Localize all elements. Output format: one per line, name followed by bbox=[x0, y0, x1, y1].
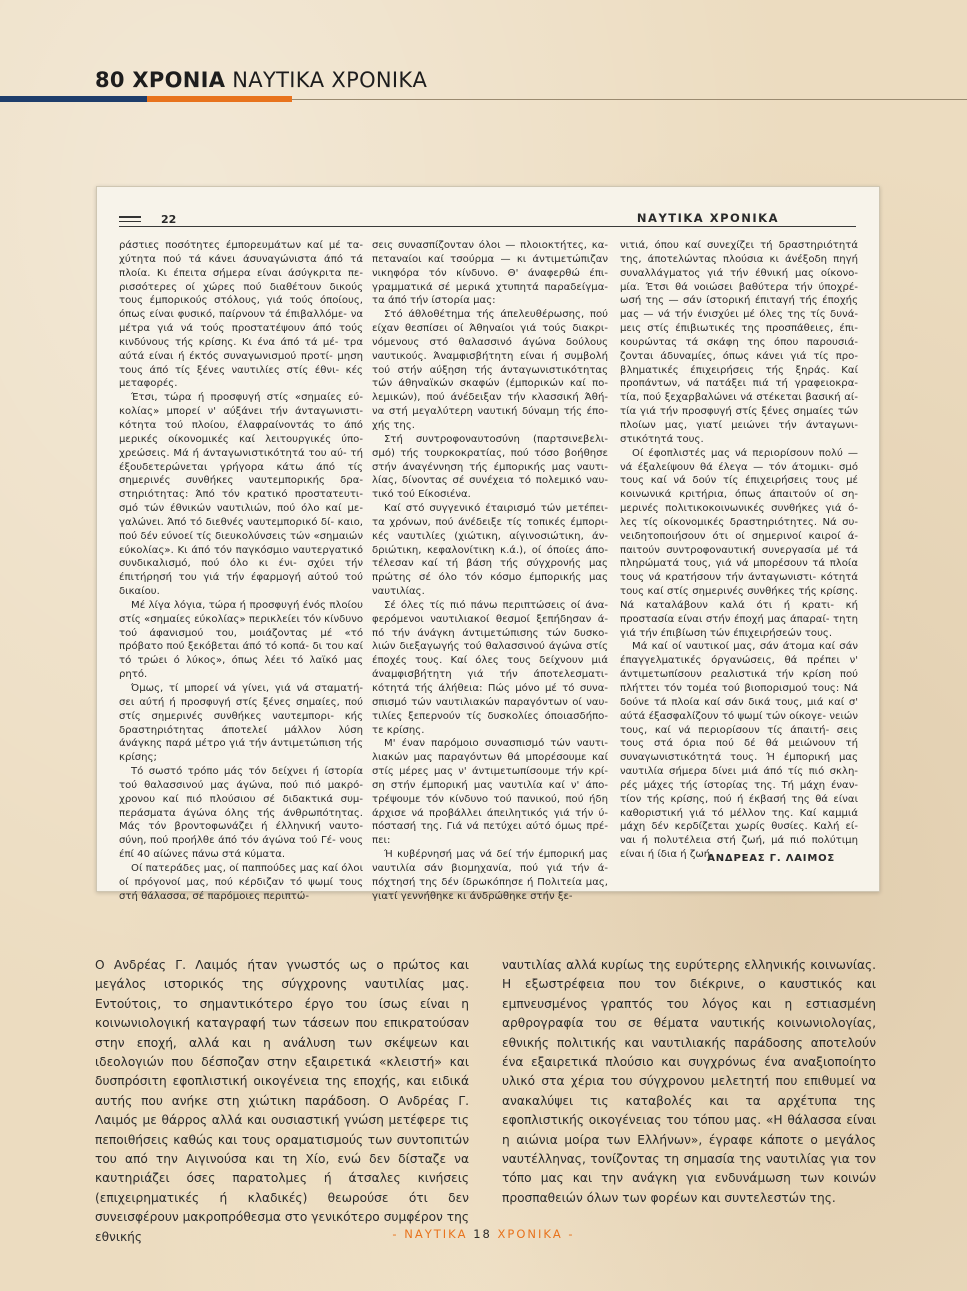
clipping-paragraph: Έτσι, τώρα ή προσφυγή στίς «σημαίες εύ- κολίας» μπορεί ν' αύξάνει τήν άνταγωνιστι- κότητα τού πλοίου, έλαφραίνοντάς το άπό μερικές οίκονομικές καί λειτουργικές ύπο- χρεώσεις. Μά ή άνταγωνιστικότητά του αύ- τή έξουδετερώνεται γρήγορα κάτω άπό τίς σημερινές συνθήκες ναυτεμπορικής δρα- στηριότητας: Άπό τόν κρατικό προστατευτι- σμό τών έθνικών ναυτιλιών, πού όλο καί με- γαλώνει. Άπό τό διεθνές ναυτεμπορικό δί- καιο, πού δέν εύνοεί τίς διευκολύνσεις τών «σημαιών εύκολίας». Κι άπό τόν παγκόσμιο ναυτεργατικό συνδικαλισμό, πού όλο κι ένι- σχύει τήν έπιτήρησή του γιά τήν έφαρμογή αύτού τού δικαίου. bbox=[119, 392, 363, 598]
archive-clipping bbox=[96, 186, 880, 902]
clipping-column-3 bbox=[620, 239, 858, 862]
clipping-paragraph: Στό άθλοθέτημα τής άπελευθέρωσης, πού είχαν θεσπίσει οί Άθηναίοι γιά τούς διακρι- νόμενους στό θαλασσινό άγώνα δούλους ναυτικούς. Άναμφισβήτητη είναι ή συμβολή τού στήν αύξηση τής άνταγωνιστικότητας τών άθηναϊκών σκαφών (έμπορικών καί πο- λεμικών), πού άνέδειξαν τήν κλασσική Άθή- να στή μεγαλύτερη ναυτική δύναμη τής έπο- χής της. bbox=[372, 309, 608, 431]
clipping-paragraph: Σέ όλες τίς πιό πάνω περιπτώσεις οί άνα- φερόμενοι ναυτιλιακοί θεσμοί ξεπήδησαν ά- πό τήν άνάγκη άντιμετώπισης τών δυσκο- λιών διεξαγωγής τού θαλασσινού άγώνα στίς έποχές τους. Καί όλες τους δείχνουν μιά άναμφισβήτητη γιά τήν άποτελεσματι- κότητά τής άλήθεια: Πώς μόνο μέ τό συνα- σπισμό τών ναυτιλιακών παραγόντων οί ναυ- τιλίες ξεπερνούν τίς δυσκολίες όποιασδήπο- τε κρίσης. bbox=[372, 599, 608, 736]
page-footer bbox=[0, 1227, 967, 1241]
clipping-paragraph: Στή συντροφοναυτοσύνη (παρτσινεβελι- σμό) τής τουρκοκρατίας, πού τόσο βοήθησε στήν άναγέννηση τής έμπορικής μας ναυτι- λίας, δίνοντας σέ συνέχεια τό πολεμικό ναυ- τικό τού Είκοσιένα. bbox=[372, 433, 608, 501]
header-anniversary: 80 ΧΡΟΝΙΑ bbox=[95, 68, 226, 92]
clipping-title: ΝΑΥΤΙΚΑ ΧΡΟΝΙΚΑ bbox=[636, 211, 779, 225]
article-column-2: ναυτιλίας αλλά κυρίως της ευρύτερης ελληνικής κοινωνίας. Η εξωστρέφεια που τον διέκρινε, ο καυστικός και εμπνευσμένος γραπτός του λόγος και η εστιασμένη αρθρογραφία του σε θέματα ναυτικής κοινωνιολογίας, εθνικής πολιτικής και ναυτιλιακής παράδοσης αποτελούν ένα εξαιρετικά πλούσιο και συγχρόνως ένα αναξιοποίητο υλικό στα χέρια του σύγχρονου μελετητή που επιθυμεί να ανακαλύψει τις καταβολές και τα αρχέτυπα της εφοπλιστικής οικογένειας του τόπου μας. «Η θάλασσα είναι η αιώνια μοίρα των Ελλήνων», έγραφε κάποτε ο μεγάλος ναυτέλληνας, τονίζοντας τη σημασία της ναυτιλίας για τον τόπο μας και την ανάγκη για ενδυνάμωση των κοινών προσπαθειών όλων των φορέων και συντελεστών της. bbox=[502, 958, 876, 1205]
header-rule bbox=[292, 99, 967, 100]
article-column-1: Ο Ανδρέας Γ. Λαιμός ήταν γνωστός ως ο πρώτος και μεγάλος ιστορικός της σύγχρονης ναυτιλίας μας. Εντούτοις, το σημαντικότερο έργο του ίσως είναι η κοινωνιολογική καταγραφή των τάσεων που επικρατούσαν στην εποχή, αλλά και η ανάλυση των σκέψεων και ιδεολογιών που δέσποζαν στην εξαιρετικά «κλειστή» και δυσπρόσιτη εφοπλιστική οικογένεια της εποχής, και ειδικά αυτής που ανήκε στη χιώτικη παράδοση. Ο Ανδρέας Γ. Λαιμός με θάρρος αλλά και ουσιαστική γνώση μετέφερε τις πεποιθήσεις καθώς και τους οραματισμούς των συντοπιτών του από την Αιγινούσα και τη Χίο, ενώ δεν δίσταζε να καυτηριάζει όσες παρατολμες ή άτσαλες κινήσεις (επιχειρηματικές ή κλαδικές) θεωρούσε ότι δεν συνεισφέρουν μακροπρόθεσμα στο γενικότερο συμφέρον της εθνικής bbox=[95, 958, 469, 1244]
header-blue-bar bbox=[0, 96, 147, 102]
clipping-paragraph: νιτιά, όπου καί συνεχίζει τή δραστηριότητά της, άποτελώντας πλούσια κι άνέξοδη πηγή συναλλάγματος γιά τήν έθνική μας οίκονο- μία. Έτσι θά νοιώσει βαθύτερα τήν ύποχρέ- ωσή της — σάν ίστορική έπιταγή τής έποχής μας — νά τήν ένισχύει μέ όλες της τίς δυνά- μεις στίς έπιβιωτικές της προσπάθειες, έπι- κουρώντας τά σκάφη της όπου παρουσιά- ζονται άδυναμίες, όπως κάνει γιά τίς προ- βληματικές έπιχειρήσεις τής ξηράς. Καί προπάντων, νά πατάξει πιά τή γραφειοκρα- τία, πού ξεχαρβαλώνει νά στέκεται βασική αί- τία γιά τήν προσφυγή στίς ξένες σημαίες τών πλοίων μας, γιατί μειώνει τήν άνταγωνι- στικότητά τους. bbox=[620, 240, 858, 445]
clipping-paragraph: ράστιες ποσότητες έμπορευμάτων καί μέ τα- χύτητα πού τά κάνει άσυναγώνιστα άπό τά πλοία. Κι έπειτα σήμερα είναι άσύγκριτα πε- ρισσότερες οί χώρες πού διαθέτουν δικούς τους έμπορικούς στόλους, γιά τούς όποίους, όπως είναι φυσικό, παίρνουν τά έπιβαλλόμε- να μέτρα γιά νά τούς προστατέψουν άπό τούς κινδύνους τής κρίσης. Κι ένα άπό τά μέ- τρα αύτά είναι ή έκτός συναγωνισμού προτί- μηση τους άπό τίς ξένες ναυτιλίες στίς έθνι- κές μεταφορές. bbox=[119, 240, 363, 390]
clipping-paragraph: Τό σωστό τρόπο μάς τόν δείχνει ή ίστορία τού θαλασσινού μας άγώνα, πού πιό μακρό- χρονου καί πιό πλούσιου σέ διδακτικά συμ- περάσματα άγώνα όλης τής άνθρωπότητας. Μάς τόν βροντοφωνάζει ή έλληνική ναυτο- σύνη, πού προήλθε άπό τόν άγώνα τού Γέ- νους έπί 40 αίώνες πάνω στά κύματα. bbox=[119, 766, 363, 861]
footer-left: - ΝΑΥΤΙΚΑ bbox=[392, 1227, 468, 1241]
clipping-signature: ΑΝΔΡΕΑΣ Γ. ΛΑΙΜΟΣ bbox=[707, 853, 835, 864]
clipping-column-1 bbox=[119, 239, 363, 904]
header-magazine-name: ΝΑΥΤΙΚΑ ΧΡΟΝΙΚΑ bbox=[232, 68, 428, 92]
clipping-paragraph: σεις συνασπίζονταν όλοι — πλοιοκτήτες, κα- πεταναίοι καί τσούρμα — κι άντιμετώπιζαν νικηφόρα τόν κίνδυνο. Θ' άναφερθώ έπι- γραμματικά σέ μερικά χτυπητά παραδείγμα- τα άπό τήν ίστορία μας: bbox=[372, 240, 608, 307]
page-header bbox=[95, 68, 427, 92]
header-orange-bar bbox=[147, 96, 292, 102]
clipping-paragraph: Καί στό συγγενικό έταιρισμό τών μετέπει- τα χρόνων, πού άνέδειξε τίς τοπικές έμπορι- κές ναυτιλίες (χιώτικη, αίγινοσιώτικη, άν- δριώτικη, κεφαλονίτικη κ.ά.), οί όποίες άπο- τέλεσαν καί τή βάση τής σύγχρονής μας πρώτης σέ όλο τόν κόσμο έμπορικής μας ναυτιλίας. bbox=[372, 503, 608, 598]
clipping-paragraph: Οί έφοπλιστές μας νά περιορίσουν πολύ — νά έξαλείψουν θά έλεγα — τόν άτομικι- σμό τους καί νά δούν τίς έπιχειρήσεις τους μέ κοινωνικά κριτήρια, όπως άπαιτούν οί ση- μερινές πολιτικοκοινωνικές συνθήκες γιά ό- λες τίς οίκονομικές δραστηριότητες. Νά συ- νειδητοποιήσουν ότι οί σημερινοί καιροί ά- παιτούν συντροφοναυτική συνεργασία μέ τά πληρώματά τους, γιά νά μπορέσουν τά πλοία τους νά κρατήσουν τήν άνταγωνιστι- κότητά τους καί στίς σημερινές συνθήκες τής κρίσης. Νά καταλάβουν καλά ότι ή κρατι- κή προστασία είναι στήν έποχή μας άπαραί- τητη γιά τήν έπιβίωση τών έπιχειρήσεών τους. bbox=[620, 447, 858, 639]
clipping-column-2 bbox=[372, 239, 608, 904]
clipping-rule bbox=[119, 226, 856, 227]
clipping-paragraph: Όμως, τί μπορεί νά γίνει, γιά νά σταματή- σει αύτή ή προσφυγή στίς ξένες σημαίες, πού στίς σημερινές συνθήκες ναυτεμπορι- κής δραστηριότητας άποτελεί μάλλον λύση άνάγκης παρά μέτρο γιά τήν άντιμετώπιση τής κρίσης; bbox=[119, 683, 363, 764]
clipping-paragraph: Οί πατεράδες μας, οί παππούδες μας καί όλοι οί πρόγονοί μας, πού κέρδιζαν τό ψωμί τους στή θάλασσα, σέ παρόμοιες περιπτώ- bbox=[119, 862, 363, 902]
footer-page-number: 18 bbox=[473, 1227, 492, 1241]
clipping-paragraph: Μέ λίγα λόγια, τώρα ή προσφυγή ένός πλοίου στίς «σημαίες εύκολίας» περικλείει τόν κίνδυνο τού άφανισμού του, μοιάζοντας μέ «τό πρόβατο πού ξεκόβεται άπό τό κοπά- δι του καί τό τρώει ό λύκος», όπως λέει τό λαϊκό μας ρητό. bbox=[119, 599, 364, 681]
clipping-dash-thin bbox=[119, 221, 141, 222]
clipping-paragraph: Μ' έναν παρόμοιο συνασπισμό τών ναυτι- λιακών μας παραγόντων θά μπορέσουμε καί στίς μέρες μας ν' άντιμετωπίσουμε τήν κρί- ση στήν έμπορική μας ναυτιλία καί ν' άπο- τρέψουμε τόν κίνδυνο τού πανικού, πού ήδη άρχισε νά προβάλλει άπειλητικός γιά τήν ύ- πόστασή της. Γιά νά πετύχει αύτό όμως πρέ- πει: bbox=[372, 738, 608, 847]
clipping-dash bbox=[119, 216, 141, 218]
clipping-page-number: 22 bbox=[161, 213, 177, 226]
clipping-paragraph: Μά καί οί ναυτικοί μας, σάν άτομα καί σάν έπαγγελματικές όργανώσεις, θά πρέπει ν' άντιμετωπίσουν ρεαλιστικά τήν κρίση πού πλήττει τόν τομέα τού βιοπορισμού τους: Νά δούνε τά πλοία καί σάν δικά τους, μιά καί σ' αύτά έξασφαλίζουν τό ψωμί τών οίκογε- νειών τους, καί νά περιορίσουν τίς άπαιτή- σεις τους στά όρια πού δέ θά μειώνουν τή συναγωνιστικότητά τους. Ή έμπορική μας ναυτιλία σήμερα δίνει μιά άπό τίς πιό σκλη- ρές μάχες τής ίστορίας της. Τή μάχη έναν- τίον τής κρίσης, πού ή έκβασή της θά είναι καθοριστική γιά τό μέλλον της. Καί καμμιά μάχη δέν κερδίζεται χωρίς θυσίες. Καλή εί- ναι ή πολυτέλεια στή ζωή, μά πιό πολύτιμη είναι ή ίδια ή ζωή. bbox=[620, 641, 858, 861]
clipping-paragraph: Ή κυβέρνησή μας νά δεί τήν έμπορική μας ναυτιλία σάν βιομηχανία, πού γιά τήν ά- πόχτησή της δέν ίδρωκόπησε ή Πολιτεία μας, γιατί γεννήθηκε κι άνδρώθηκε στήν ξε- bbox=[372, 849, 608, 902]
footer-right: ΧΡΟΝΙΚΑ - bbox=[497, 1227, 575, 1241]
